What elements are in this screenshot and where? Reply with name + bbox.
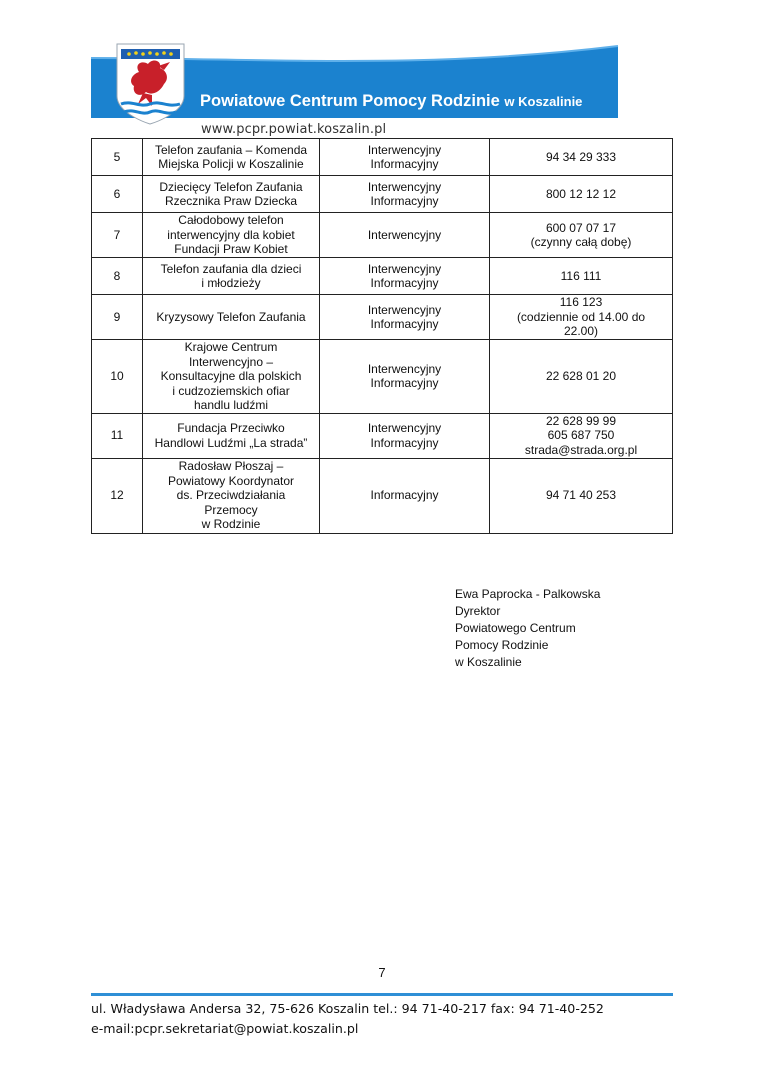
- service-name-cell: [143, 213, 320, 258]
- service-name-line: Powiatowy Koordynator: [167, 473, 295, 488]
- org-name: [200, 92, 582, 111]
- signature-org-line-2: Pomocy Rodzinie: [455, 638, 549, 652]
- signature-name: Ewa Paprocka - Palkowska: [455, 587, 601, 601]
- row-number-cell: 9: [92, 295, 143, 340]
- service-name-line: Całodobowy telefon: [178, 213, 284, 228]
- contact-number-cell: [490, 458, 673, 533]
- service-name-line: Telefon zaufania – Komenda: [154, 142, 308, 157]
- service-name-line: Rzecznika Praw Dziecka: [164, 194, 298, 208]
- service-name-line: i cudzoziemskich ofiar: [172, 383, 290, 398]
- contact-number-line: 94 34 29 333: [545, 149, 617, 164]
- service-type-line: Informacyjny: [370, 194, 439, 208]
- contact-number-cell: [490, 340, 673, 414]
- contact-number-cell: [490, 139, 673, 176]
- service-name-cell: [143, 413, 320, 458]
- table-row: [92, 413, 673, 458]
- contact-number-cell: [490, 213, 673, 258]
- table-row: [92, 258, 673, 295]
- service-type-cell: [320, 295, 490, 340]
- service-type-line: Informacyjny: [370, 376, 439, 391]
- service-name-cell: [143, 340, 320, 414]
- service-type-line: Informacyjny: [370, 157, 439, 171]
- service-name-line: w Rodzinie: [201, 517, 261, 532]
- service-name-line: Fundacja Przeciwko: [177, 421, 285, 435]
- service-type-line: Interwencyjny: [367, 227, 442, 242]
- page-number: 7: [378, 965, 386, 980]
- service-name-line: interwencyjny dla kobiet: [167, 227, 295, 242]
- website-url[interactable]: www.pcpr.powiat.koszalin.pl: [201, 122, 387, 137]
- service-type-cell: [320, 176, 490, 213]
- signature-org-line-3: w Koszalinie: [455, 655, 522, 669]
- service-name-line: Krajowe Centrum: [184, 340, 278, 354]
- service-name-cell: [143, 258, 320, 295]
- service-name-line: Telefon zaufania dla dzieci: [160, 261, 302, 276]
- banner-graphic: [0, 0, 764, 140]
- org-name-main: Powiatowe Centrum Pomocy Rodzinie: [200, 92, 500, 110]
- row-number-cell: 10: [92, 340, 143, 414]
- service-type-line: Interwencyjny: [367, 261, 442, 276]
- service-name-cell: [143, 458, 320, 533]
- service-type-line: Interwencyjny: [367, 361, 442, 376]
- header-banner: [0, 0, 764, 140]
- table-row: [92, 295, 673, 340]
- service-name-line: Konsultacyjne dla polskich: [160, 369, 302, 383]
- contact-number-line: 600 07 07 17: [545, 220, 617, 235]
- table-row: [92, 213, 673, 258]
- table-row: [92, 139, 673, 176]
- service-type-line: Informacyjny: [370, 317, 439, 331]
- contact-number-cell: [490, 295, 673, 340]
- contact-number-cell: [490, 258, 673, 295]
- service-type-cell: [320, 413, 490, 458]
- service-type-cell: [320, 458, 490, 533]
- service-name-line: Handlowi Ludźmi „La strada”: [154, 435, 308, 450]
- service-name-cell: [143, 176, 320, 213]
- service-name-cell: [143, 139, 320, 176]
- row-number-cell: 5: [92, 139, 143, 176]
- row-number-cell: 12: [92, 458, 143, 533]
- org-name-city: w Koszalinie: [504, 94, 583, 109]
- service-type-line: Informacyjny: [370, 276, 439, 290]
- row-number-cell: 8: [92, 258, 143, 295]
- service-name-cell: [143, 295, 320, 340]
- signature-org-line-1: Powiatowego Centrum: [455, 621, 576, 635]
- service-type-cell: [320, 258, 490, 295]
- row-number-cell: 11: [92, 413, 143, 458]
- table-row: [92, 176, 673, 213]
- signature-block: [455, 586, 600, 671]
- contact-number-line: 22 628 99 99: [545, 413, 617, 428]
- contact-number-line: 22.00): [563, 324, 599, 339]
- contact-number-line: 94 71 40 253: [545, 488, 617, 503]
- service-type-line: Informacyjny: [370, 435, 439, 450]
- table-row: [92, 458, 673, 533]
- footer-address: ul. Władysława Andersa 32, 75-626 Koszalin tel.: 94 71-40-217 fax: 94 71-40-252: [91, 1001, 604, 1016]
- contact-number-line: 116 111: [560, 268, 602, 283]
- contact-number-cell: [490, 176, 673, 213]
- signature-title: Dyrektor: [455, 604, 501, 618]
- service-name-line: Dziecięcy Telefon Zaufania: [159, 179, 303, 194]
- service-name-line: Radosław Płoszaj –: [178, 459, 284, 474]
- service-name-line: i młodzieży: [201, 276, 261, 290]
- coat-of-arms-logo: [117, 44, 184, 124]
- service-name-line: Fundacji Praw Kobiet: [174, 242, 288, 257]
- contact-number-line: 605 687 750: [547, 428, 615, 443]
- contact-number-line: (codziennie od 14.00 do: [516, 309, 646, 324]
- service-name-line: ds. Przeciwdziałania: [176, 488, 286, 503]
- contact-number-cell: [490, 413, 673, 458]
- row-number-cell: 6: [92, 176, 143, 213]
- footer-divider: [91, 993, 673, 996]
- service-type-cell: [320, 139, 490, 176]
- service-type-cell: [320, 213, 490, 258]
- service-name-line: handlu ludźmi: [193, 398, 269, 412]
- contacts-table-body: [92, 139, 673, 534]
- service-type-line: Interwencyjny: [367, 302, 442, 317]
- contact-number-line: 116 123: [559, 295, 603, 310]
- service-name-line: Interwencyjno –: [188, 354, 274, 369]
- contacts-table: [91, 138, 673, 534]
- service-name-line: Kryzysowy Telefon Zaufania: [156, 309, 306, 324]
- service-type-line: Interwencyjny: [367, 142, 442, 157]
- contact-number-line: (czynny całą dobę): [530, 235, 632, 249]
- row-number-cell: 7: [92, 213, 143, 258]
- footer-email[interactable]: e-mail:pcpr.sekretariat@powiat.koszalin.pl: [91, 1021, 359, 1036]
- service-type-cell: [320, 340, 490, 414]
- service-name-line: Miejska Policji w Koszalinie: [158, 157, 304, 171]
- table-row: [92, 340, 673, 414]
- contact-number-line: strada@strada.org.pl: [524, 442, 638, 457]
- service-type-line: Interwencyjny: [367, 179, 442, 194]
- footer: [91, 999, 604, 1039]
- service-name-line: Przemocy: [204, 502, 258, 517]
- service-type-line: Informacyjny: [370, 488, 439, 503]
- contact-number-line: 800 12 12 12: [545, 186, 617, 201]
- contact-number-line: 22 628 01 20: [545, 369, 617, 383]
- service-type-line: Interwencyjny: [367, 421, 442, 435]
